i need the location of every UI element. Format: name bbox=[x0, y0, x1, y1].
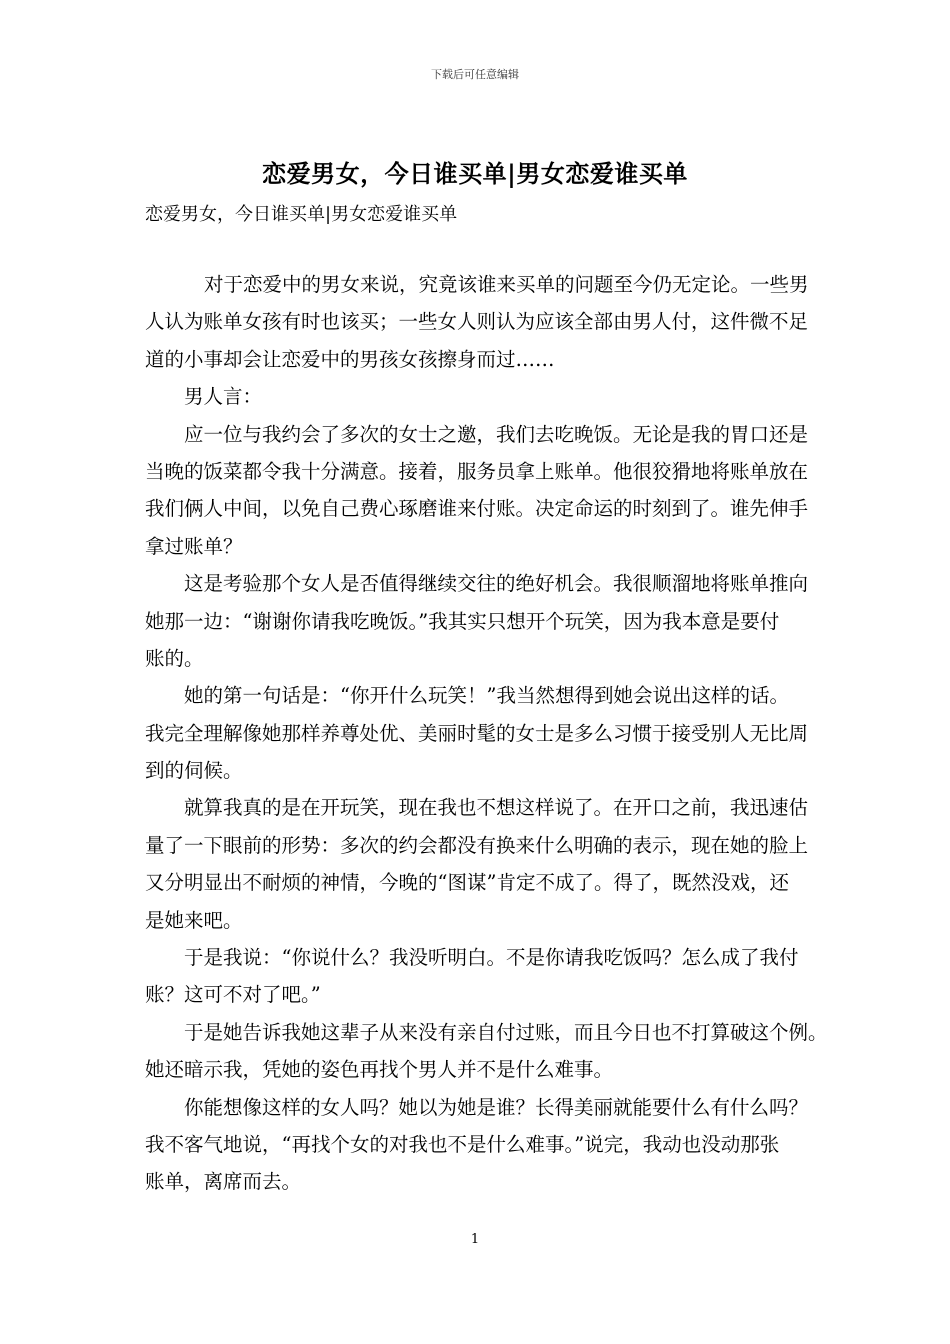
text-line: 她那一边：“谢谢你请我吃晚饭。”我其实只想开个玩笑，因为我本意是要付 bbox=[145, 609, 780, 633]
text-line: 道的小事却会让恋爱中的男孩女孩擦身而过…… bbox=[145, 347, 555, 371]
document-title: 恋爱男女，今日谁买单|男女恋爱谁买单 bbox=[262, 159, 688, 188]
text-line: 我不客气地说，“再找个女的对我也不是什么难事。”说完，我动也没动那张 bbox=[145, 1132, 780, 1156]
text-line: 到的伺候。 bbox=[145, 759, 243, 783]
text-line: 这是考验那个女人是否值得继续交往的绝好机会。我很顺溜地将账单推向 bbox=[184, 572, 809, 596]
paragraph bbox=[145, 1014, 828, 1089]
text-line: 账单，离席而去。 bbox=[145, 1170, 302, 1194]
text-line: 她的第一句话是：“你开什么玩笑！”我当然想得到她会说出这样的话。 bbox=[184, 684, 789, 708]
text-line: 你能想像这样的女人吗？她以为她是谁？长得美丽就能要什么有什么吗？ bbox=[184, 1095, 809, 1119]
text-line: 应一位与我约会了多次的女士之邀，我们去吃晚饭。无论是我的胃口还是 bbox=[184, 422, 809, 446]
document-body bbox=[145, 266, 828, 1201]
text-line: 是她来吧。 bbox=[145, 908, 243, 932]
paragraph bbox=[145, 939, 815, 1014]
document-subtitle: 恋爱男女，今日谁买单|男女恋爱谁买单 bbox=[145, 204, 458, 225]
paragraph bbox=[145, 378, 815, 415]
text-line: 我完全理解像她那样养尊处优、美丽时髦的女士是多么习惯于接受别人无比周 bbox=[145, 721, 809, 745]
paragraph bbox=[145, 565, 815, 677]
page-number: 1 bbox=[470, 1232, 480, 1247]
page-header: 下载后可任意编辑 bbox=[431, 68, 519, 81]
paragraph bbox=[145, 1089, 815, 1201]
text-line: 我们俩人中间，以免自己费心琢磨谁来付账。决定命运的时刻到了。谁先伸手 bbox=[145, 497, 809, 521]
text-line: 账的。 bbox=[145, 646, 204, 670]
text-line: 于是我说：“你说什么？我没听明白。不是你请我吃饭吗？怎么成了我付 bbox=[184, 946, 799, 970]
text-line: 当晚的饭菜都令我十分满意。接着，服务员拿上账单。他很狡猾地将账单放在 bbox=[145, 459, 809, 483]
text-line: 她还暗示我，凭她的姿色再找个男人并不是什么难事。 bbox=[145, 1058, 614, 1082]
paragraph bbox=[145, 416, 815, 566]
text-line: 男人言： bbox=[184, 385, 263, 409]
text-line: 拿过账单？ bbox=[145, 534, 243, 558]
text-line: 又分明显出不耐烦的神情，今晚的“图谋”肯定不成了。得了，既然没戏，还 bbox=[145, 871, 789, 895]
paragraph bbox=[145, 789, 815, 939]
text-line: 就算我真的是在开玩笑，现在我也不想这样说了。在开口之前，我迅速估 bbox=[184, 796, 809, 820]
text-line: 人认为账单女孩有时也该买；一些女人则认为应该全部由男人付，这件微不足 bbox=[145, 310, 809, 334]
text-line: 对于恋爱中的男女来说，究竟该谁来买单的问题至今仍无定论。一些男 bbox=[204, 273, 809, 296]
paragraph bbox=[145, 266, 815, 378]
paragraph bbox=[145, 677, 815, 789]
text-line: 于是她告诉我她这辈子从来没有亲自付过账，而且今日也不打算破这个例。 bbox=[184, 1020, 828, 1044]
text-line: 量了一下眼前的形势：多次的约会都没有换来什么明确的表示，现在她的脸上 bbox=[145, 833, 809, 857]
text-line: 账？这可不对了吧。” bbox=[145, 983, 321, 1007]
